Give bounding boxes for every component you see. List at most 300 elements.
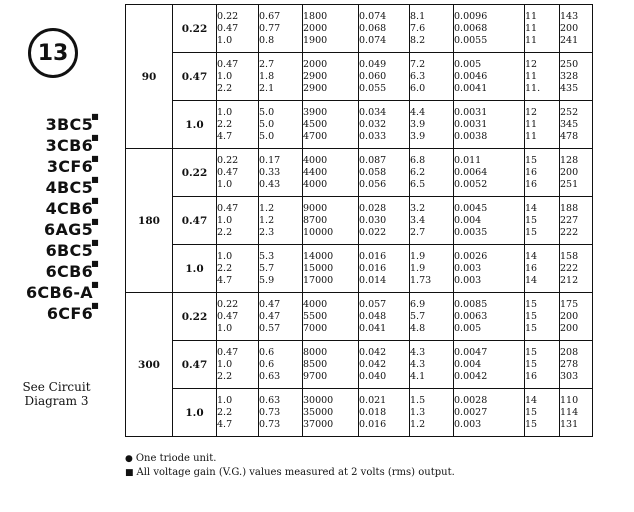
value-line: 4.8 (410, 322, 426, 334)
plate-resistor-cell: 90 (126, 5, 173, 149)
value-cell (359, 53, 410, 101)
value-line: 6.5 (410, 178, 426, 190)
value-line: 0.0031 (454, 106, 488, 118)
value-cell (259, 5, 303, 53)
value-line: 200 (560, 22, 579, 34)
value-line: 222 (560, 262, 579, 274)
value-line: 1.0 (217, 322, 233, 334)
value-line: 0.032 (359, 118, 387, 130)
value-line: 0.0046 (454, 70, 488, 82)
value-cell (410, 245, 454, 293)
screen-resistor-cell: 1.0 (173, 101, 217, 149)
value-line: 2.2 (217, 370, 233, 382)
value-line: 14 (525, 394, 538, 406)
tube-type (0, 301, 99, 324)
value-line: 0.47 (217, 22, 239, 34)
table-row (126, 245, 593, 293)
value-line: 11 (525, 130, 538, 142)
value-line: 0.22 (217, 154, 239, 166)
value-line: 5.7 (259, 262, 275, 274)
value-line: 5.0 (259, 130, 275, 142)
table-row (126, 5, 593, 53)
value-cell (525, 197, 560, 245)
value-line: 303 (560, 370, 579, 382)
value-line: 1.9 (410, 250, 426, 262)
value-line: 1.3 (410, 406, 426, 418)
value-cell (454, 101, 525, 149)
value-cell (525, 101, 560, 149)
see-circuit-line-2: Diagram 3 (24, 394, 89, 408)
value-line: 15 (525, 322, 538, 334)
tube-type-name: 6CB6 (45, 262, 93, 281)
value-line: 3900 (303, 106, 328, 118)
value-cell (259, 197, 303, 245)
value-cell (525, 149, 560, 197)
value-line: 5500 (303, 310, 328, 322)
value-line: 15 (525, 406, 538, 418)
tube-type-list (0, 112, 99, 324)
footnote-text: One triode unit. (135, 453, 217, 464)
value-line: 2.2 (217, 406, 233, 418)
value-cell (359, 341, 410, 389)
value-line: 4.4 (410, 106, 426, 118)
value-line: 0.0085 (454, 298, 488, 310)
value-line: 14 (525, 202, 538, 214)
tube-type (0, 154, 99, 177)
value-line: 15 (525, 154, 538, 166)
value-line: 4700 (303, 130, 328, 142)
tube-type-name: 3CF6 (46, 157, 93, 176)
voltage-gain-note-mark: ■ (91, 133, 99, 142)
value-cell (217, 53, 259, 101)
tube-type (0, 238, 99, 261)
value-line: 143 (560, 10, 579, 22)
footnote (125, 466, 455, 480)
value-cell (303, 341, 359, 389)
value-line: 222 (560, 226, 579, 238)
value-line: 0.8 (259, 34, 275, 46)
value-cell (217, 149, 259, 197)
value-line: 7.6 (410, 22, 426, 34)
value-line: 4.7 (217, 418, 233, 430)
value-cell (303, 53, 359, 101)
value-line: 128 (560, 154, 579, 166)
value-line: 0.049 (359, 58, 387, 70)
voltage-gain-note-mark: ■ (91, 175, 99, 184)
value-line: 0.43 (259, 178, 281, 190)
value-line: 4000 (303, 178, 328, 190)
value-line: 0.73 (259, 418, 281, 430)
value-cell (259, 53, 303, 101)
value-cell (525, 389, 560, 437)
value-cell (560, 389, 593, 437)
value-line: 1.0 (217, 250, 233, 262)
value-line: 0.016 (359, 262, 387, 274)
voltage-gain-note-mark: ■ (91, 301, 99, 310)
value-line: 478 (560, 130, 579, 142)
table-row (126, 341, 593, 389)
value-line: 6.3 (410, 70, 426, 82)
value-line: 0.63 (259, 394, 281, 406)
value-line: 0.0096 (454, 10, 488, 22)
value-line: 9700 (303, 370, 328, 382)
value-line: 12 (525, 106, 538, 118)
tube-type-name: 6BC5 (45, 241, 93, 260)
value-cell (454, 5, 525, 53)
value-line: 0.47 (259, 310, 281, 322)
value-line: 1.0 (217, 178, 233, 190)
value-line: 16 (525, 178, 538, 190)
footnotes (125, 452, 455, 480)
value-cell (525, 293, 560, 341)
value-line: 2.2 (217, 82, 233, 94)
value-line: 0.014 (359, 274, 387, 286)
value-line: 0.022 (359, 226, 387, 238)
tube-type-name: 6CF6 (46, 304, 93, 323)
value-line: 0.17 (259, 154, 281, 166)
value-cell (359, 149, 410, 197)
value-line: 37000 (303, 418, 334, 430)
value-cell (217, 5, 259, 53)
value-line: 5.9 (259, 274, 275, 286)
value-cell (410, 389, 454, 437)
value-line: 227 (560, 214, 579, 226)
value-line: 0.22 (217, 298, 239, 310)
value-line: 0.068 (359, 22, 387, 34)
value-line: 0.67 (259, 10, 281, 22)
value-cell (303, 149, 359, 197)
value-line: 110 (560, 394, 579, 406)
value-cell (359, 293, 410, 341)
value-line: 0.074 (359, 10, 387, 22)
value-line: 4.1 (410, 370, 426, 382)
value-line: 0.0047 (454, 346, 488, 358)
value-cell (217, 389, 259, 437)
tube-type-name: 3BC5 (45, 115, 93, 134)
value-line: 1.0 (217, 358, 233, 370)
value-cell (359, 197, 410, 245)
value-line: 8.1 (410, 10, 426, 22)
tube-type-name: 3CB6 (45, 136, 93, 155)
value-line: 4.3 (410, 346, 426, 358)
value-line: 1.0 (217, 394, 233, 406)
value-line: 0.47 (217, 166, 239, 178)
value-line: 14 (525, 274, 538, 286)
value-line: 252 (560, 106, 579, 118)
value-cell (303, 293, 359, 341)
value-line: 2.2 (217, 226, 233, 238)
value-line: 8700 (303, 214, 328, 226)
value-line: 7.2 (410, 58, 426, 70)
screen-resistor-cell: 1.0 (173, 245, 217, 293)
value-cell (303, 101, 359, 149)
value-cell (217, 293, 259, 341)
page-number-badge (28, 28, 78, 78)
value-line: 241 (560, 34, 579, 46)
value-line: 15 (525, 310, 538, 322)
tube-type-name: 6AG5 (44, 220, 93, 239)
value-line: 0.0068 (454, 22, 488, 34)
value-line: 0.018 (359, 406, 387, 418)
value-cell (217, 197, 259, 245)
value-cell (410, 293, 454, 341)
table-row (126, 101, 593, 149)
value-line: 9000 (303, 202, 328, 214)
value-line: 188 (560, 202, 579, 214)
value-line: 0.0041 (454, 82, 488, 94)
value-line: 200 (560, 166, 579, 178)
value-line: 208 (560, 346, 579, 358)
value-line: 0.0055 (454, 34, 488, 46)
value-line: 0.005 (454, 322, 482, 334)
value-line: 16 (525, 262, 538, 274)
value-line: 200 (560, 322, 579, 334)
see-circuit-line-1: See Circuit (22, 380, 91, 394)
value-line: 8.2 (410, 34, 426, 46)
value-cell (217, 245, 259, 293)
value-cell (303, 245, 359, 293)
value-line: 0.087 (359, 154, 387, 166)
value-line: 1800 (303, 10, 328, 22)
value-line: 0.033 (359, 130, 387, 142)
value-line: 0.0063 (454, 310, 488, 322)
value-line: 15000 (303, 262, 334, 274)
voltage-gain-note-mark: ■ (91, 112, 99, 121)
value-line: 11 (525, 34, 538, 46)
value-line: 2900 (303, 70, 328, 82)
tube-type-name: 4BC5 (45, 178, 93, 197)
value-line: 0.074 (359, 34, 387, 46)
value-line: 11 (525, 10, 538, 22)
footnote-symbol: ● (125, 454, 133, 464)
value-line: 6.0 (410, 82, 426, 94)
value-line: 0.22 (217, 10, 239, 22)
tube-type (0, 196, 99, 219)
value-line: 200 (560, 310, 579, 322)
value-cell (359, 5, 410, 53)
value-line: 11 (525, 22, 538, 34)
value-cell (525, 341, 560, 389)
value-cell (410, 101, 454, 149)
value-cell (359, 245, 410, 293)
value-line: 6.9 (410, 298, 426, 310)
value-line: 1.9 (410, 262, 426, 274)
value-line: 0.040 (359, 370, 387, 382)
value-line: 1.5 (410, 394, 426, 406)
value-cell (454, 197, 525, 245)
value-line: 11 (525, 118, 538, 130)
value-line: 0.0042 (454, 370, 488, 382)
value-line: 0.47 (217, 346, 239, 358)
value-line: 15 (525, 418, 538, 430)
value-cell (303, 197, 359, 245)
resistance-coupled-amplifier-table (125, 4, 593, 437)
table-row (126, 197, 593, 245)
value-line: 0.0064 (454, 166, 488, 178)
value-line: 1.2 (410, 418, 426, 430)
value-cell (303, 389, 359, 437)
value-line: 4400 (303, 166, 328, 178)
value-line: 2.7 (259, 58, 275, 70)
value-line: 35000 (303, 406, 334, 418)
value-line: 175 (560, 298, 579, 310)
value-line: 0.056 (359, 178, 387, 190)
value-line: 0.041 (359, 322, 387, 334)
voltage-gain-note-mark: ■ (91, 217, 99, 226)
value-line: 1.2 (259, 214, 275, 226)
value-line: 435 (560, 82, 579, 94)
value-line: 12 (525, 58, 538, 70)
value-cell (303, 5, 359, 53)
value-line: 328 (560, 70, 579, 82)
value-cell (560, 245, 593, 293)
value-line: 0.048 (359, 310, 387, 322)
value-line: 1.0 (217, 34, 233, 46)
value-line: 3.9 (410, 118, 426, 130)
value-cell (560, 149, 593, 197)
value-cell (454, 149, 525, 197)
value-cell (259, 101, 303, 149)
value-line: 1900 (303, 34, 328, 46)
value-line: 2.7 (410, 226, 426, 238)
value-cell (259, 389, 303, 437)
value-line: 14000 (303, 250, 334, 262)
footnote-text: All voltage gain (V.G.) values measured at 2 volts (rms) output. (136, 467, 455, 478)
value-cell (410, 53, 454, 101)
screen-resistor-cell: 0.47 (173, 341, 217, 389)
value-cell (217, 341, 259, 389)
voltage-gain-note-mark: ■ (91, 238, 99, 247)
see-circuit-note (0, 380, 113, 408)
value-line: 0.77 (259, 22, 281, 34)
value-line: 14 (525, 250, 538, 262)
value-line: 0.57 (259, 322, 281, 334)
value-line: 1.73 (410, 274, 432, 286)
value-line: 3.9 (410, 130, 426, 142)
tube-type (0, 217, 99, 240)
plate-resistor-cell: 180 (126, 149, 173, 293)
value-cell (560, 341, 593, 389)
value-line: 8000 (303, 346, 328, 358)
value-line: 4000 (303, 154, 328, 166)
value-cell (259, 293, 303, 341)
value-line: 1.8 (259, 70, 275, 82)
value-line: 0.47 (217, 58, 239, 70)
screen-resistor-cell: 1.0 (173, 389, 217, 437)
value-line: 0.003 (454, 418, 482, 430)
value-line: 0.33 (259, 166, 281, 178)
value-line: 0.47 (217, 202, 239, 214)
value-line: 0.63 (259, 370, 281, 382)
value-line: 4.7 (217, 274, 233, 286)
value-line: 0.0052 (454, 178, 488, 190)
value-line: 4.3 (410, 358, 426, 370)
value-line: 0.0028 (454, 394, 488, 406)
value-line: 250 (560, 58, 579, 70)
value-line: 0.005 (454, 58, 482, 70)
value-line: 1.0 (217, 70, 233, 82)
tube-type (0, 133, 99, 156)
value-line: 2.2 (217, 118, 233, 130)
value-line: 251 (560, 178, 579, 190)
value-cell (359, 101, 410, 149)
value-cell (410, 341, 454, 389)
value-line: 5.3 (259, 250, 275, 262)
value-line: 15 (525, 226, 538, 238)
value-cell (410, 149, 454, 197)
tube-type (0, 175, 99, 198)
value-line: 6.8 (410, 154, 426, 166)
value-line: 2.1 (259, 82, 275, 94)
value-line: 30000 (303, 394, 334, 406)
value-line: 0.004 (454, 214, 482, 226)
value-line: 0.47 (217, 310, 239, 322)
value-line: 0.057 (359, 298, 387, 310)
value-cell (560, 5, 593, 53)
value-cell (454, 293, 525, 341)
value-cell (525, 53, 560, 101)
value-cell (410, 197, 454, 245)
screen-resistor-cell: 0.47 (173, 197, 217, 245)
voltage-gain-note-mark: ■ (91, 154, 99, 163)
value-cell (217, 101, 259, 149)
value-line: 0.73 (259, 406, 281, 418)
value-line: 114 (560, 406, 579, 418)
value-line: 0.0045 (454, 202, 488, 214)
value-cell (259, 341, 303, 389)
value-line: 278 (560, 358, 579, 370)
screen-resistor-cell: 0.22 (173, 5, 217, 53)
tube-type (0, 259, 99, 282)
value-cell (259, 149, 303, 197)
value-line: 1.0 (217, 106, 233, 118)
value-line: 16 (525, 370, 538, 382)
value-cell (525, 5, 560, 53)
value-line: 15 (525, 298, 538, 310)
value-line: 0.0035 (454, 226, 488, 238)
voltage-gain-note-mark: ■ (91, 196, 99, 205)
value-cell (454, 341, 525, 389)
screen-resistor-cell: 0.22 (173, 149, 217, 197)
value-line: 0.0031 (454, 118, 488, 130)
page-number: 13 (37, 40, 69, 66)
value-cell (454, 245, 525, 293)
value-line: 0.003 (454, 274, 482, 286)
value-line: 5.0 (259, 118, 275, 130)
value-line: 17000 (303, 274, 334, 286)
value-line: 4.7 (217, 130, 233, 142)
value-cell (560, 101, 593, 149)
value-line: 345 (560, 118, 579, 130)
value-line: 0.47 (259, 298, 281, 310)
value-line: 0.0038 (454, 130, 488, 142)
value-line: 0.6 (259, 346, 275, 358)
value-line: 11 (525, 70, 538, 82)
table-row (126, 293, 593, 341)
value-line: 7000 (303, 322, 328, 334)
value-line: 2900 (303, 82, 328, 94)
value-line: 2.2 (217, 262, 233, 274)
value-line: 0.028 (359, 202, 387, 214)
tube-type (0, 112, 99, 135)
value-line: 6.2 (410, 166, 426, 178)
value-line: 0.055 (359, 82, 387, 94)
value-line: 1.0 (217, 214, 233, 226)
value-line: 131 (560, 418, 579, 430)
value-line: 0.003 (454, 262, 482, 274)
voltage-gain-note-mark: ■ (91, 259, 99, 268)
value-line: 3.4 (410, 214, 426, 226)
